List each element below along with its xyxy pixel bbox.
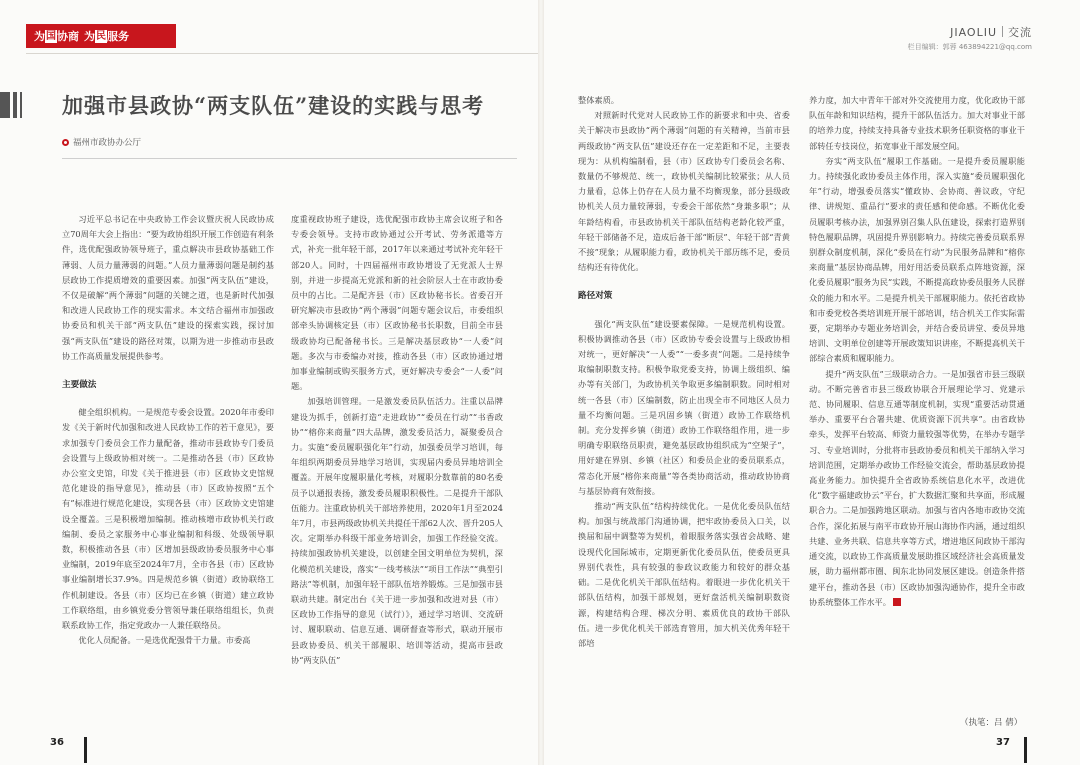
article-title: 加强市县政协“两支队伍”建设的实践与思考 [62, 93, 485, 118]
section-heading: 路径对策 [578, 291, 613, 302]
body-paragraph: 习近平总书记在中央政协工作会议暨庆祝人民政协成立70周年大会上指出：“要为政协组织开展工作创造有利条件，选优配强政协领导班子，重点解决市县政协基础工作薄弱、人员力量薄弱的问题。”人员力量薄弱问题是制约基层政协工作提质增效的重要因素。加强“两支队伍”建设，不仅是破解“两个薄弱”问题的关键之道，也是新时代加强和改进人民政协工作的现实需求。本文结合福州市加强政协委员和机关干部“两支队伍”建设的探索实践，探讨加强“两支队伍”建设的路径对策，以期为进一步推动市县政协工作高质量发展提供参考。 [62, 214, 274, 361]
section-banner [26, 24, 176, 48]
body-paragraph: 整体素质。 [578, 95, 619, 105]
banner-text: 为 [34, 30, 45, 43]
title-divider [62, 158, 517, 159]
author-line [62, 136, 141, 148]
page-number-bar [84, 737, 87, 763]
body-paragraph: 强化“两支队伍”建设要素保障。一是规范机构设置。积极协调推动各县（市）区政协专委会设置与上级政协相对统一，更好解决“一人委”“一委多责”问题。二是持续争取编制职数支持。积极争取党委支持，协调上级组织、编办等有关部门，为政协机关争取更多编制职数。同时相对统一各县（市）区编制数，防止出现全市不同地区人员力量不均衡问题。三是巩固乡镇（街道）政协工作联络机制。充分发挥乡镇（街道）政协工作联络组作用，进一步明确专职联络员职责，避免基层政协组织成为“空架子”，用好建在界别、乡镇（社区）和委员企业的委员联系点，常态化开展“榕你来商量”等各类协商活动，推动政协协商与基层协商有效衔接。 [578, 318, 790, 496]
body-paragraph: 推动“两支队伍”结构持续优化。一是优化委员队伍结构。加强与统战部门沟通协调，把牢政协委员入口关，以换届和届中调整等为契机，着眼服务落实强省会战略、建设现代化国际城市，定期更新优化委员队伍，使委员更具界别代表性，具有较强的参政议政能力和较好的群众基础。二是优化机关干部队伍结构。着眼进一步优化机关干部队伍结构，加强干部规划，更好盘活机关编制职数资源，构建结构合理、梯次分明、素质优良的政协干部队伍。进一步优化机关干部选育管用，加大机关优秀年轻干部培 [578, 501, 790, 648]
title-bar-icon [0, 92, 26, 118]
column-header [908, 24, 1032, 52]
text-column-3 [578, 93, 790, 651]
banner-box-text: 民 [96, 30, 106, 42]
column-name-en: JIAOLIU [950, 26, 997, 39]
banner-text: 为 [84, 30, 95, 43]
body-paragraph: 对照新时代党对人民政协工作的新要求和中央、省委关于解决市县政协“两个薄弱”问题的有关精神，当前市县两级政协“两支队伍”建设还存在一定差距和不足，主要表现为：从机构编制看，县（市）区政协专门委员会名称、数量仍不够规范、统一，政协机关编制比较紧张；从人员力量看，总体上仍存在人员力量不均衡现象，部分县级政协机关人员力量较薄弱，专委会干部依然“身兼多职”；从年龄结构看，市县政协机关干部队伍结构老龄化较严重，年轻干部储备不足，造成后备干部“断层”、年轻干部“青黄不接”现象；从履职能力看，政协机关干部历练不足，委员结构还有待优化。 [578, 110, 790, 273]
section-heading: 主要做法 [62, 380, 97, 391]
circle-bullet-icon [62, 139, 69, 146]
body-paragraph: 健全组织机构。一是规范专委会设置。2020年市委印发《关于新时代加强和改进人民政协工作的若干意见》，要求加强专门委员会工作力量配备，推动市县政协专门委员会设置与上级政协相对统一。二是推动各县（市）区政协办公室文史馆，印发《关于推进县（市）区政协文史馆规范化建设的指导意见》，推动县（市）区政协按照“五个有”标准进行规范化建设，实现各县（市）区政协文史馆建设全覆盖。三是积极增加编制。推动核增市政协机关行政编制、委员之家服务中心事业编制和科级、处级领导职数，积极推动各县（市）区增加县级政协委员服务中心事业编制，2019年底至2024年7月，全市各县（市）区政协事业编制增长37.9%。四是规范乡镇（街道）政协联络工作机制建设。各县（市）区均已在乡镇（街道）建立政协工作联络组，由乡镇党委分管领导兼任联络组组长，负责联系政协工作，指定党政办一人兼任联络员。 [62, 407, 274, 631]
page-number-right: 37 [996, 737, 1010, 748]
author-signature: （执笔：吕 倩） [960, 718, 1023, 728]
banner-box-text: 国 [46, 30, 56, 42]
banner-text: 协商 [57, 30, 79, 43]
body-paragraph: 优化人员配备。一是选优配强骨干力量。市委高 [78, 635, 251, 646]
end-mark-icon [893, 598, 901, 606]
body-paragraph: 加强培训管理。一是激发委员队伍活力。注重以品牌建设为抓手，创新打造“走进政协”“委员在行动”“书香政协”“榕你来商量”四大品牌，激发委员活力，凝聚委员合力。实施“委员履职强化年”行动，加强委员学习培训，每年组织两期委员异地学习培训，实现届内委员异地培训全覆盖。开展年度履职量化考核，对履职分数靠前的80名委员予以通报表扬，激发委员履职积极性。二是提升干部队伍能力。注重政协机关干部培养使用，2020年1月至2024年7月，市县两级政协机关共提任干部62人次、晋升205人次。定期举办科级干部业务培训会，加强工作经验交流。持续加强政协机关建设，以创建全国文明单位为契机，深化模范机关建设，落实“一线考核法”“项目工作法”“典型引路法”等机制，加强年轻干部队伍培养锻炼。三是加强市县联动共建。制定出台《关于进一步加强和改进对县（市）区政协工作指导的意见（试行）》，通过学习培训、交流研讨、履职联动、信息互通、调研督查等形式，联动开展市县政协委员、机关干部履职、培训等活动，提高市县政协“两支队伍” [291, 396, 503, 665]
text-column-1 [62, 212, 274, 648]
page-gutter [538, 0, 544, 765]
body-paragraph: 提升“两支队伍”三级联动合力。一是加强省市县三级联动。不断完善省市县三级政协联合开展理论学习、党建示范、协同履职、信息互通等制度机制，实现“重要活动贯通举办、重要平台合署共建、优质资源下沉共享”。由省政协牵头，发挥平台较高、师资力量较强等优势，在举办专题学习、专业培训时，分批将市县政协委员和机关干部纳入学习培训范围，定期举办政协工作经验交流会，帮助基层政协提高业务能力。加快提升全省政协系统信息化水平，改进优化“数字福建政协云”平台，扩大数据汇聚和共享面，形成履职合力。二是加强跨地区联动。加强与省内各地市政协交流合作，深化拓展与南平市政协开展山海协作内涵，通过组织共建、业务共联、信息共享等方式，增进地区间政协干部沟通交流，以政协工作高质量发展助推区域经济社会高质量发展，助力福州都市圈、闽东北协同发展区建设。创造条件搭建平台，推动各县（市）区政协加强沟通协作，提升全市政协系统整体工作水平。 [809, 368, 1025, 607]
page-number-bar [1024, 737, 1027, 763]
body-paragraph: 养力度，加大中青年干部对外交流使用力度，优化政协干部队伍年龄和知识结构，提升干部队伍活力。加大对事业干部的培养力度，持续支持具备专业技术职务任职资格的事业干部转任专技岗位，拓宽事业干部发展空间。 [809, 95, 1025, 151]
body-paragraph: 夯实“两支队伍”履职工作基础。一是提升委员履职能力。持续强化政协委员主体作用，深入实施“委员履职强化年”行动，增强委员落实“懂政协、会协商、善议政，守纪律、讲规矩、重品行”要求的责任感和使命感。不断优化委员履职考核办法，加强界别召集人队伍建设，探索打造界别特色履职品牌，巩固提升界别影响力。持续完善委员联系界别群众制度机制，深化“委员在行动”为民服务品牌和“榕你来商量”基层协商品牌，用好用活委员联系点阵地资源，深化委员履职“服务为民”实践，不断提高政协委员服务人民群众的能力和水平。二是提升机关干部履职能力。依托省政协和市委党校各类培训班开展干部培训，结合机关工作实际需要，定期举办专题业务培训会，并结合委员讲堂、委员异地培训、文明单位创建等开展政策知识讲座，不断提高机关干部综合素质和履职能力。 [809, 155, 1025, 364]
header-divider [26, 53, 538, 54]
banner-text: 服务 [107, 30, 129, 43]
text-column-2 [291, 212, 503, 668]
text-column-4 [809, 93, 1025, 610]
editor-credit: 栏目编辑：郭蓉 463894221@qq.com [907, 43, 1032, 51]
body-paragraph: 度重视政协班子建设，选优配强市政协主席会议班子和各专委会领导。支持市政协通过公开考试、劳务派遣等方式，补充一批年轻干部，2017年以来通过考试补充年轻干部20人。同时，十四届福州市政协增设了无党派人士界别，并进一步提高无党派和新的社会阶层人士在市政协委员中的占比。二是配齐县（市）区政协秘书长。省委召开研究解决市县政协“两个薄弱”问题专题会议后，市委组织部牵头协调核定县（市）区政协秘书长职数，目前全市县级政协均已配备秘书长。三是解决基层政协“一人委”问题。多次与市委编办对接，推动各县（市）区政协通过增加事业编制或购买服务方式，更好解决专委会“一人委”问题。 [291, 214, 503, 392]
author-name: 福州市政协办公厅 [73, 138, 142, 148]
column-name-cn: 交流 [1008, 26, 1032, 39]
page-number-left: 36 [50, 737, 64, 748]
